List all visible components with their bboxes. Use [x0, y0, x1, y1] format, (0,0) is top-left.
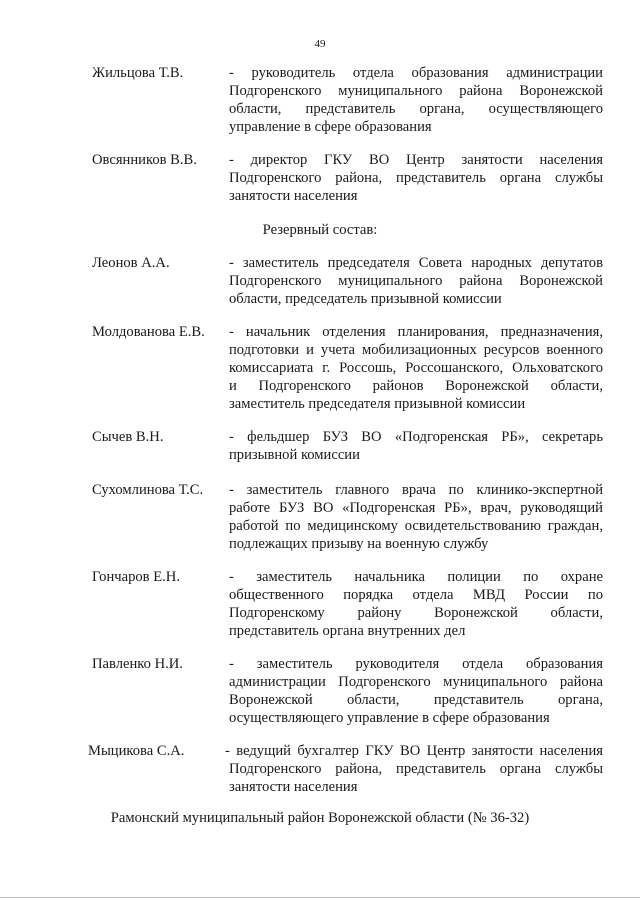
- role-line: - фельдшер БУЗ ВО «Подгоренская РБ», секретарь: [229, 429, 603, 445]
- role-line: работе БУЗ ВО «Подгоренская РБ», врач, руководящий: [229, 500, 603, 516]
- member-role: [229, 254, 603, 308]
- member-name: Гончаров Е.Н.: [92, 569, 180, 585]
- member-role: [229, 428, 603, 464]
- member-role: [229, 64, 603, 136]
- role-line: администрации Подгоренского муниципального района: [229, 674, 603, 690]
- role-line: представитель органа внутренних дел: [229, 623, 466, 639]
- role-line: работой по медицинскому освидетельствованию граждан,: [229, 518, 603, 534]
- member-role: [229, 568, 603, 640]
- role-line: Подгоренскому району Воронежской области,: [229, 605, 603, 621]
- role-line: - начальник отделения планирования, предназначения,: [229, 324, 603, 340]
- member-name: Павленко Н.И.: [92, 656, 183, 672]
- role-line: призывной комиссии: [229, 447, 360, 463]
- role-line: Воронежской области, представитель органа,: [229, 692, 603, 708]
- role-line: Подгоренского района, представитель органа службы: [229, 170, 603, 186]
- role-line: осуществляющего управление в сфере образования: [229, 710, 550, 726]
- role-line: Подгоренского района, представитель органа службы: [229, 761, 603, 777]
- role-line: - руководитель отдела образования администрации: [229, 65, 603, 81]
- role-line: области, председатель призывной комиссии: [229, 291, 502, 307]
- role-line: и Подгоренского районов Воронежской области,: [229, 378, 603, 394]
- role-line: занятости населения: [229, 779, 358, 795]
- member-role: [225, 742, 603, 796]
- member-name: Жильцова Т.В.: [92, 65, 184, 81]
- role-line: - ведущий бухгалтер ГКУ ВО Центр занятости населения: [225, 743, 603, 759]
- member-name: Леонов А.А.: [92, 255, 170, 271]
- role-line: общественного порядка отдела МВД России по: [229, 587, 603, 603]
- member-role: [229, 323, 603, 413]
- member-name: Сухомлинова Т.С.: [92, 482, 204, 498]
- member-role: [229, 655, 603, 727]
- member-role: [229, 481, 603, 553]
- role-line: заместитель председателя призывной комиссии: [229, 396, 526, 412]
- role-line: управление в сфере образования: [229, 119, 432, 135]
- member-name: Молдованова Е.В.: [92, 324, 205, 340]
- role-line: занятости населения: [229, 188, 358, 204]
- role-line: Подгоренского муниципального района Воронежской: [229, 83, 603, 99]
- reserve-section-title: Резервный состав:: [262, 222, 378, 238]
- role-line: - директор ГКУ ВО Центр занятости населения: [229, 152, 603, 168]
- member-name: Сычев В.Н.: [92, 429, 164, 445]
- role-line: - заместитель главного врача по клинико-экспертной: [229, 482, 603, 498]
- district-heading: Рамонский муниципальный район Воронежской области (№ 36-32): [110, 810, 530, 826]
- role-line: - заместитель руководителя отдела образования: [229, 656, 603, 672]
- role-line: комиссариата г. Россошь, Россошанского, Ольховатского: [229, 360, 603, 376]
- member-role: [229, 151, 603, 205]
- role-line: подготовки и учета мобилизационных ресурсов военного: [229, 342, 603, 358]
- member-name: Овсянников В.В.: [92, 152, 197, 168]
- role-line: - заместитель начальника полиции по охране: [229, 569, 603, 585]
- member-name: Мыцикова С.А.: [88, 743, 185, 759]
- page-number: 49: [314, 38, 326, 50]
- page-bottom-rule: [0, 897, 640, 898]
- role-line: - заместитель председателя Совета народных депутатов: [229, 255, 603, 271]
- role-line: области, представитель органа, осуществляющего: [229, 101, 603, 117]
- role-line: подлежащих призыву на военную службу: [229, 536, 489, 552]
- role-line: Подгоренского муниципального района Воронежской: [229, 273, 603, 289]
